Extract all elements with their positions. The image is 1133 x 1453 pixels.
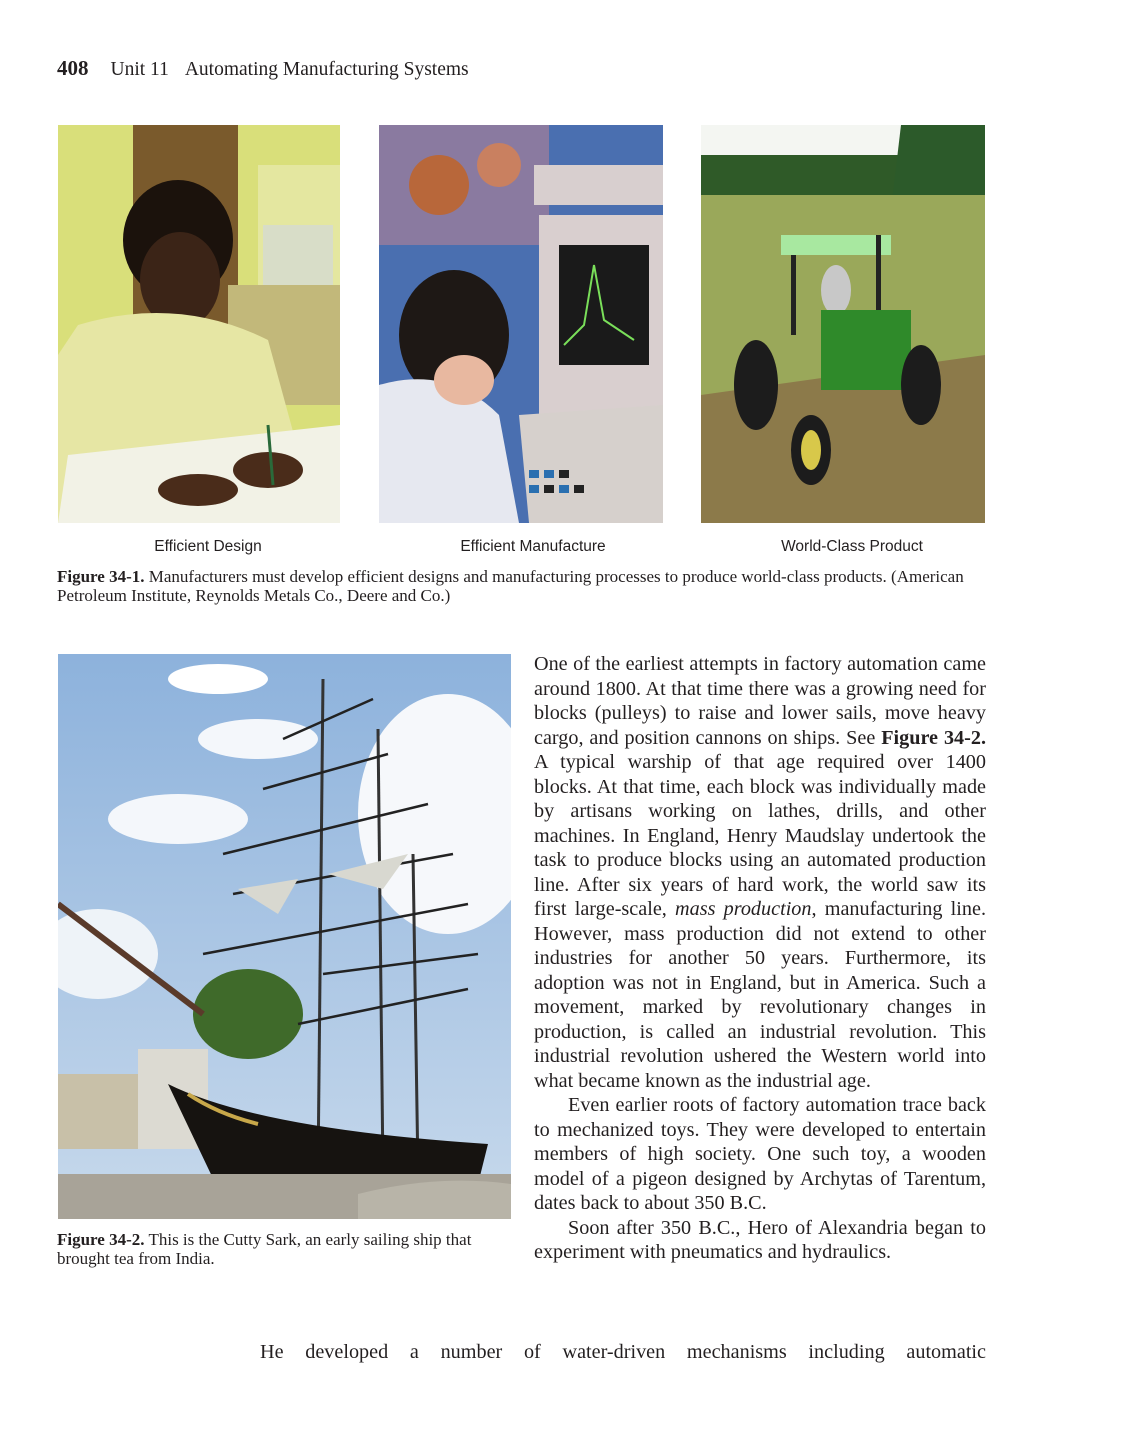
photo-efficient-design [58, 125, 340, 523]
caption-text: Manufacturers must develop efficient designs and manufacturing processes to produce world-class products. (American Petroleum Institute, Reynolds Metals Co., Deere and Co.) [57, 567, 964, 605]
figure-34-1-caption [57, 567, 977, 605]
unit-label: Unit 11 [110, 59, 169, 80]
key-term: mass production [675, 898, 812, 920]
caption-label: Figure 34-2. [57, 1230, 145, 1249]
paragraph-1: One of the earliest attempts in factory automation came around 1800. At that time there was a growing need for blocks (pulleys) to raise and lower sails, move heavy cargo, and position cannons on ships. See Figure 34-2. A typical warship of that age required over 1400 blocks. At that time, each block was individually made by artisans working on lathes, drills, and other machines. In England, Henry Maudslay undertook the task to produce blocks using an automated production line. After six years of hard work, the world saw its first large-scale, mass production, manufacturing line. However, mass production did not extend to other industries for another 50 years. Furthermore, its adoption was not in England, but in America. Such a movement, marked by revolutionary changes in production, is called an industrial revolution. This industrial revolution ushered the Western world into what became known as the industrial age. [534, 653, 986, 1092]
figure-34-2-caption [57, 1230, 497, 1268]
caption-label: Figure 34-1. [57, 567, 145, 586]
paragraph-3: Soon after 350 B.C., Hero of Alexandria began to experiment with pneumatics and hydraulics. [534, 1216, 986, 1263]
caption-text: This is the Cutty Sark, an early sailing ship that brought tea from India. [57, 1230, 472, 1268]
running-header [57, 56, 469, 81]
photo-world-class-product [701, 125, 985, 523]
photo-label-manufacture: Efficient Manufacture [460, 538, 606, 555]
figure-reference: Figure 34-2. [881, 726, 986, 749]
photo-label-design: Efficient Design [154, 538, 262, 555]
body-text [534, 652, 986, 1265]
photo-cutty-sark [58, 654, 511, 1219]
page-number: 408 [57, 56, 89, 80]
photo-efficient-manufacture [379, 125, 663, 523]
unit-title: Automating Manufacturing Systems [184, 59, 469, 80]
paragraph-2: Even earlier roots of factory automation trace back to mechanized toys. They were developed to entertain members of high society. One such toy, a wooden model of a pigeon designed by Archytas of Tarentum, dates back to about 350 B.C. [534, 1094, 986, 1214]
paragraph-3-continuation: He developed a number of water-driven mechanisms including automatic [260, 1341, 986, 1363]
photo-label-product: World-Class Product [781, 538, 923, 555]
